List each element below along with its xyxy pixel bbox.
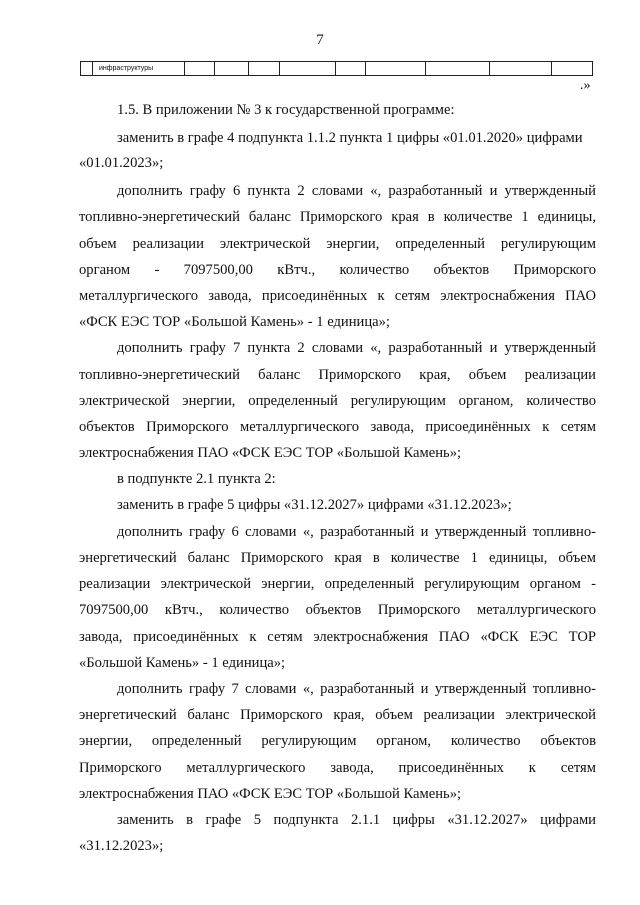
paragraph-line: металлургического завода, присоединённых к сетям электроснабжения ПАО — [79, 288, 596, 304]
paragraph-line: электроснабжения ПАО «ФСК ЕЭС ТОР «Большой Камень»; — [79, 445, 462, 461]
paragraph-line: 1.5. В приложении № 3 к государственной программе: — [117, 102, 455, 118]
paragraph-line: объем реализации электрической энергии, определенный регулирующим — [79, 236, 596, 252]
table-cell — [215, 62, 249, 75]
paragraph-line: электроснабжения ПАО «ФСК ЕЭС ТОР «Большой Камень»; — [79, 786, 462, 802]
paragraph-line: электрической энергии, определенный регулирующим органом, количество — [79, 393, 596, 409]
paragraph-line: 7097500,00 кВтч., количество объектов Приморского металлургического — [79, 602, 596, 618]
table-fragment — [80, 61, 593, 76]
table-cell — [81, 62, 93, 75]
paragraph-line: дополнить графу 6 словами «, разработанный и утвержденный топливно- — [117, 524, 596, 540]
paragraph-line: дополнить графу 7 словами «, разработанный и утвержденный топливно- — [117, 681, 596, 697]
table-cell — [552, 62, 592, 75]
table-cell-text: инфраструктуры — [93, 62, 185, 75]
paragraph-line: заменить в графе 4 подпункта 1.1.2 пункта 1 цифры «01.01.2020» цифрами — [117, 130, 583, 146]
page-number: 7 — [316, 32, 324, 48]
table-cell — [280, 62, 336, 75]
paragraph-line: заменить в графе 5 цифры «31.12.2027» цифрами «31.12.2023»; — [117, 497, 512, 513]
table-cell — [490, 62, 552, 75]
table-cell — [185, 62, 215, 75]
paragraph-line: объектов Приморского металлургического завода, присоединённых к сетям — [79, 419, 596, 435]
paragraph-line: энергетический баланс Приморского края, объем реализации электрической — [79, 707, 596, 723]
paragraph-line: завода, присоединённых к сетям электроснабжения ПАО «ФСК ЕЭС ТОР — [79, 629, 596, 645]
closing-quote: .» — [580, 78, 591, 93]
table-cell — [366, 62, 426, 75]
table-cell — [249, 62, 280, 75]
paragraph-line: топливно-энергетический баланс Приморского края в количестве 1 единицы, — [79, 209, 596, 225]
paragraph-line: энергии, определенный регулирующим органом, количество объектов — [79, 733, 596, 749]
paragraph-line: топливно-энергетический баланс Приморского края, объем реализации — [79, 367, 596, 383]
paragraph-line: «01.01.2023»; — [79, 155, 164, 171]
paragraph-line: «31.12.2023»; — [79, 838, 164, 854]
paragraph-line: Приморского металлургического завода, присоединённых к сетям — [79, 760, 596, 776]
paragraph-line: дополнить графу 6 пункта 2 словами «, разработанный и утвержденный — [117, 183, 596, 199]
paragraph-line: в подпункте 2.1 пункта 2: — [117, 471, 276, 487]
paragraph-line: реализации электрической энергии, определенный регулирующим органом - — [79, 576, 596, 592]
paragraph-line: «ФСК ЕЭС ТОР «Большой Камень» - 1 единица»; — [79, 314, 390, 330]
table-cell — [336, 62, 366, 75]
paragraph-line: органом - 7097500,00 кВтч., количество объектов Приморского — [79, 262, 596, 278]
paragraph-line: «Большой Камень» - 1 единица»; — [79, 655, 286, 671]
paragraph-line: энергетический баланс Приморского края в количестве 1 единицы, объем — [79, 550, 596, 566]
paragraph-line: дополнить графу 7 пункта 2 словами «, разработанный и утвержденный — [117, 340, 596, 356]
paragraph-line: заменить в графе 5 подпункта 2.1.1 цифры «31.12.2027» цифрами — [117, 812, 596, 828]
table-cell — [426, 62, 490, 75]
